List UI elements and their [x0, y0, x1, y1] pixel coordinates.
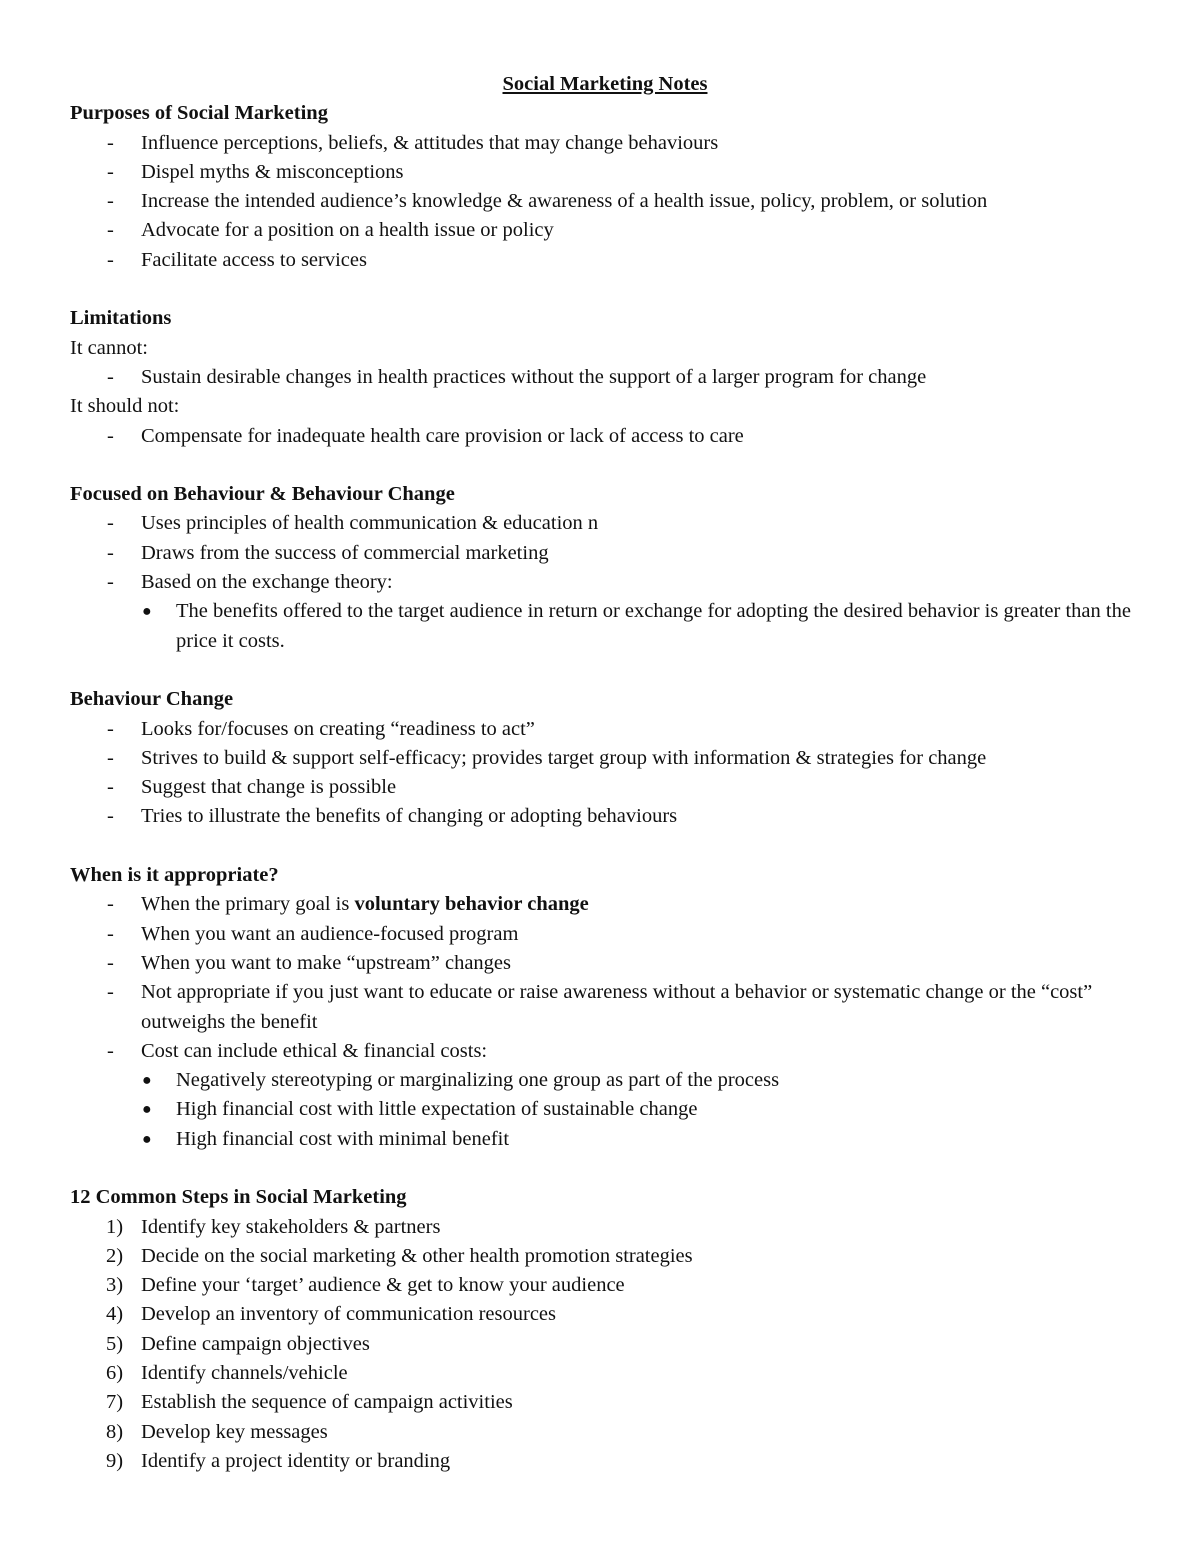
section-heading-focused: Focused on Behaviour & Behaviour Change — [70, 483, 455, 506]
section-heading-purposes: Purposes of Social Marketing — [70, 102, 328, 125]
list-item: - Compensate for inadequate health care provision or lack of access to care — [70, 422, 1140, 451]
bullet-marker: ● — [142, 1130, 152, 1148]
step-number: 9) — [106, 1449, 124, 1472]
step-item: 8) Develop key messages — [70, 1418, 1140, 1447]
dash-marker: - — [107, 922, 114, 945]
appropriate-sublist — [70, 1066, 1140, 1154]
dash-marker: - — [107, 805, 114, 828]
sub-list-item: ● High financial cost with little expectation of sustainable change — [70, 1095, 1140, 1124]
list-item: - Advocate for a position on a health issue or policy — [70, 216, 1140, 245]
list-item: - Looks for/focuses on creating “readiness to act” — [70, 715, 1140, 744]
list-item: - When you want an audience-focused program — [70, 920, 1140, 949]
step-item: 5) Define campaign objectives — [70, 1330, 1140, 1359]
dash-marker: - — [107, 365, 114, 388]
dash-marker: - — [107, 512, 114, 535]
list-item: - Draws from the success of commercial marketing — [70, 539, 1140, 568]
list-item: - Uses principles of health communication & education n — [70, 509, 1140, 538]
step-item: 9) Identify a project identity or branding — [70, 1447, 1140, 1476]
dash-marker: - — [107, 190, 114, 213]
dash-marker: - — [107, 893, 114, 916]
sub-list-item: ● High financial cost with minimal benefit — [70, 1125, 1140, 1154]
spacer — [70, 656, 1140, 685]
spacer — [70, 451, 1140, 480]
list-item: - Strives to build & support self-efficacy; provides target group with information & strategies for change — [70, 744, 1140, 773]
bullet-marker: ● — [142, 1072, 152, 1090]
dash-marker: - — [107, 571, 114, 594]
dash-marker: - — [107, 1039, 114, 1062]
document-page — [70, 70, 1140, 1476]
spacer — [70, 1154, 1140, 1183]
cannot-list — [70, 363, 1140, 392]
list-item: - Dispel myths & misconceptions — [70, 158, 1140, 187]
step-number: 3) — [106, 1274, 124, 1297]
section-heading-behaviour-change: Behaviour Change — [70, 688, 234, 711]
spacer — [70, 832, 1140, 861]
page-title: Social Marketing Notes — [502, 73, 708, 95]
spacer — [70, 275, 1140, 304]
step-item: 3) Define your ‘target’ audience & get to know your audience — [70, 1271, 1140, 1300]
list-item: - Increase the intended audience’s knowledge & awareness of a health issue, policy, problem, or solution — [70, 187, 1140, 216]
list-item: - Sustain desirable changes in health practices without the support of a larger program for change — [70, 363, 1140, 392]
dash-marker: - — [107, 776, 114, 799]
dash-marker: - — [107, 981, 114, 1004]
dash-marker: - — [107, 131, 114, 154]
step-item: 6) Identify channels/vehicle — [70, 1359, 1140, 1388]
section-heading-limitations: Limitations — [70, 307, 172, 330]
bullet-marker: ● — [142, 1101, 152, 1119]
step-number: 1) — [106, 1215, 124, 1238]
cannot-label: It cannot: — [70, 336, 148, 359]
should-not-label: It should not: — [70, 395, 180, 418]
dash-marker: - — [107, 746, 114, 769]
step-item: 1) Identify key stakeholders & partners — [70, 1213, 1140, 1242]
dash-marker: - — [107, 541, 114, 564]
dash-marker: - — [107, 248, 114, 271]
behaviour-change-list — [70, 715, 1140, 832]
list-item: - Cost can include ethical & financial costs: — [70, 1037, 1140, 1066]
step-number: 4) — [106, 1303, 124, 1326]
appropriate-list — [70, 890, 1140, 1066]
should-not-list — [70, 422, 1140, 451]
sub-list-item: ● The benefits offered to the target audience in return or exchange for adopting the desired behavior is greater than the price it costs. — [70, 597, 1140, 656]
list-item: - Facilitate access to services — [70, 246, 1140, 275]
dash-marker: - — [107, 219, 114, 242]
list-item: - Tries to illustrate the benefits of changing or adopting behaviours — [70, 802, 1140, 831]
list-item: - Based on the exchange theory: — [70, 568, 1140, 597]
list-item: - When the primary goal is voluntary behavior change — [70, 890, 1140, 919]
sub-list-item: ● Negatively stereotyping or marginalizing one group as part of the process — [70, 1066, 1140, 1095]
emphasis-text: voluntary behavior change — [354, 893, 589, 916]
focused-list — [70, 509, 1140, 597]
bullet-marker: ● — [142, 603, 152, 621]
focused-sublist — [70, 597, 1140, 656]
dash-marker: - — [107, 160, 114, 183]
section-heading-steps: 12 Common Steps in Social Marketing — [70, 1186, 407, 1209]
purposes-list — [70, 129, 1140, 275]
step-number: 2) — [106, 1244, 124, 1267]
steps-list — [70, 1213, 1140, 1477]
step-item: 4) Develop an inventory of communication resources — [70, 1300, 1140, 1329]
list-item: - When you want to make “upstream” changes — [70, 949, 1140, 978]
dash-marker: - — [107, 717, 114, 740]
dash-marker: - — [107, 951, 114, 974]
step-number: 8) — [106, 1420, 124, 1443]
step-number: 7) — [106, 1391, 124, 1414]
step-item: 7) Establish the sequence of campaign activities — [70, 1388, 1140, 1417]
step-item: 2) Decide on the social marketing & other health promotion strategies — [70, 1242, 1140, 1271]
step-number: 5) — [106, 1332, 124, 1355]
list-item: - Suggest that change is possible — [70, 773, 1140, 802]
step-number: 6) — [106, 1362, 124, 1385]
list-item: - Influence perceptions, beliefs, & attitudes that may change behaviours — [70, 129, 1140, 158]
list-item: - Not appropriate if you just want to educate or raise awareness without a behavior or systematic change or the “cost” outweighs the benefit — [70, 978, 1140, 1037]
dash-marker: - — [107, 424, 114, 447]
section-heading-appropriate: When is it appropriate? — [70, 864, 279, 887]
